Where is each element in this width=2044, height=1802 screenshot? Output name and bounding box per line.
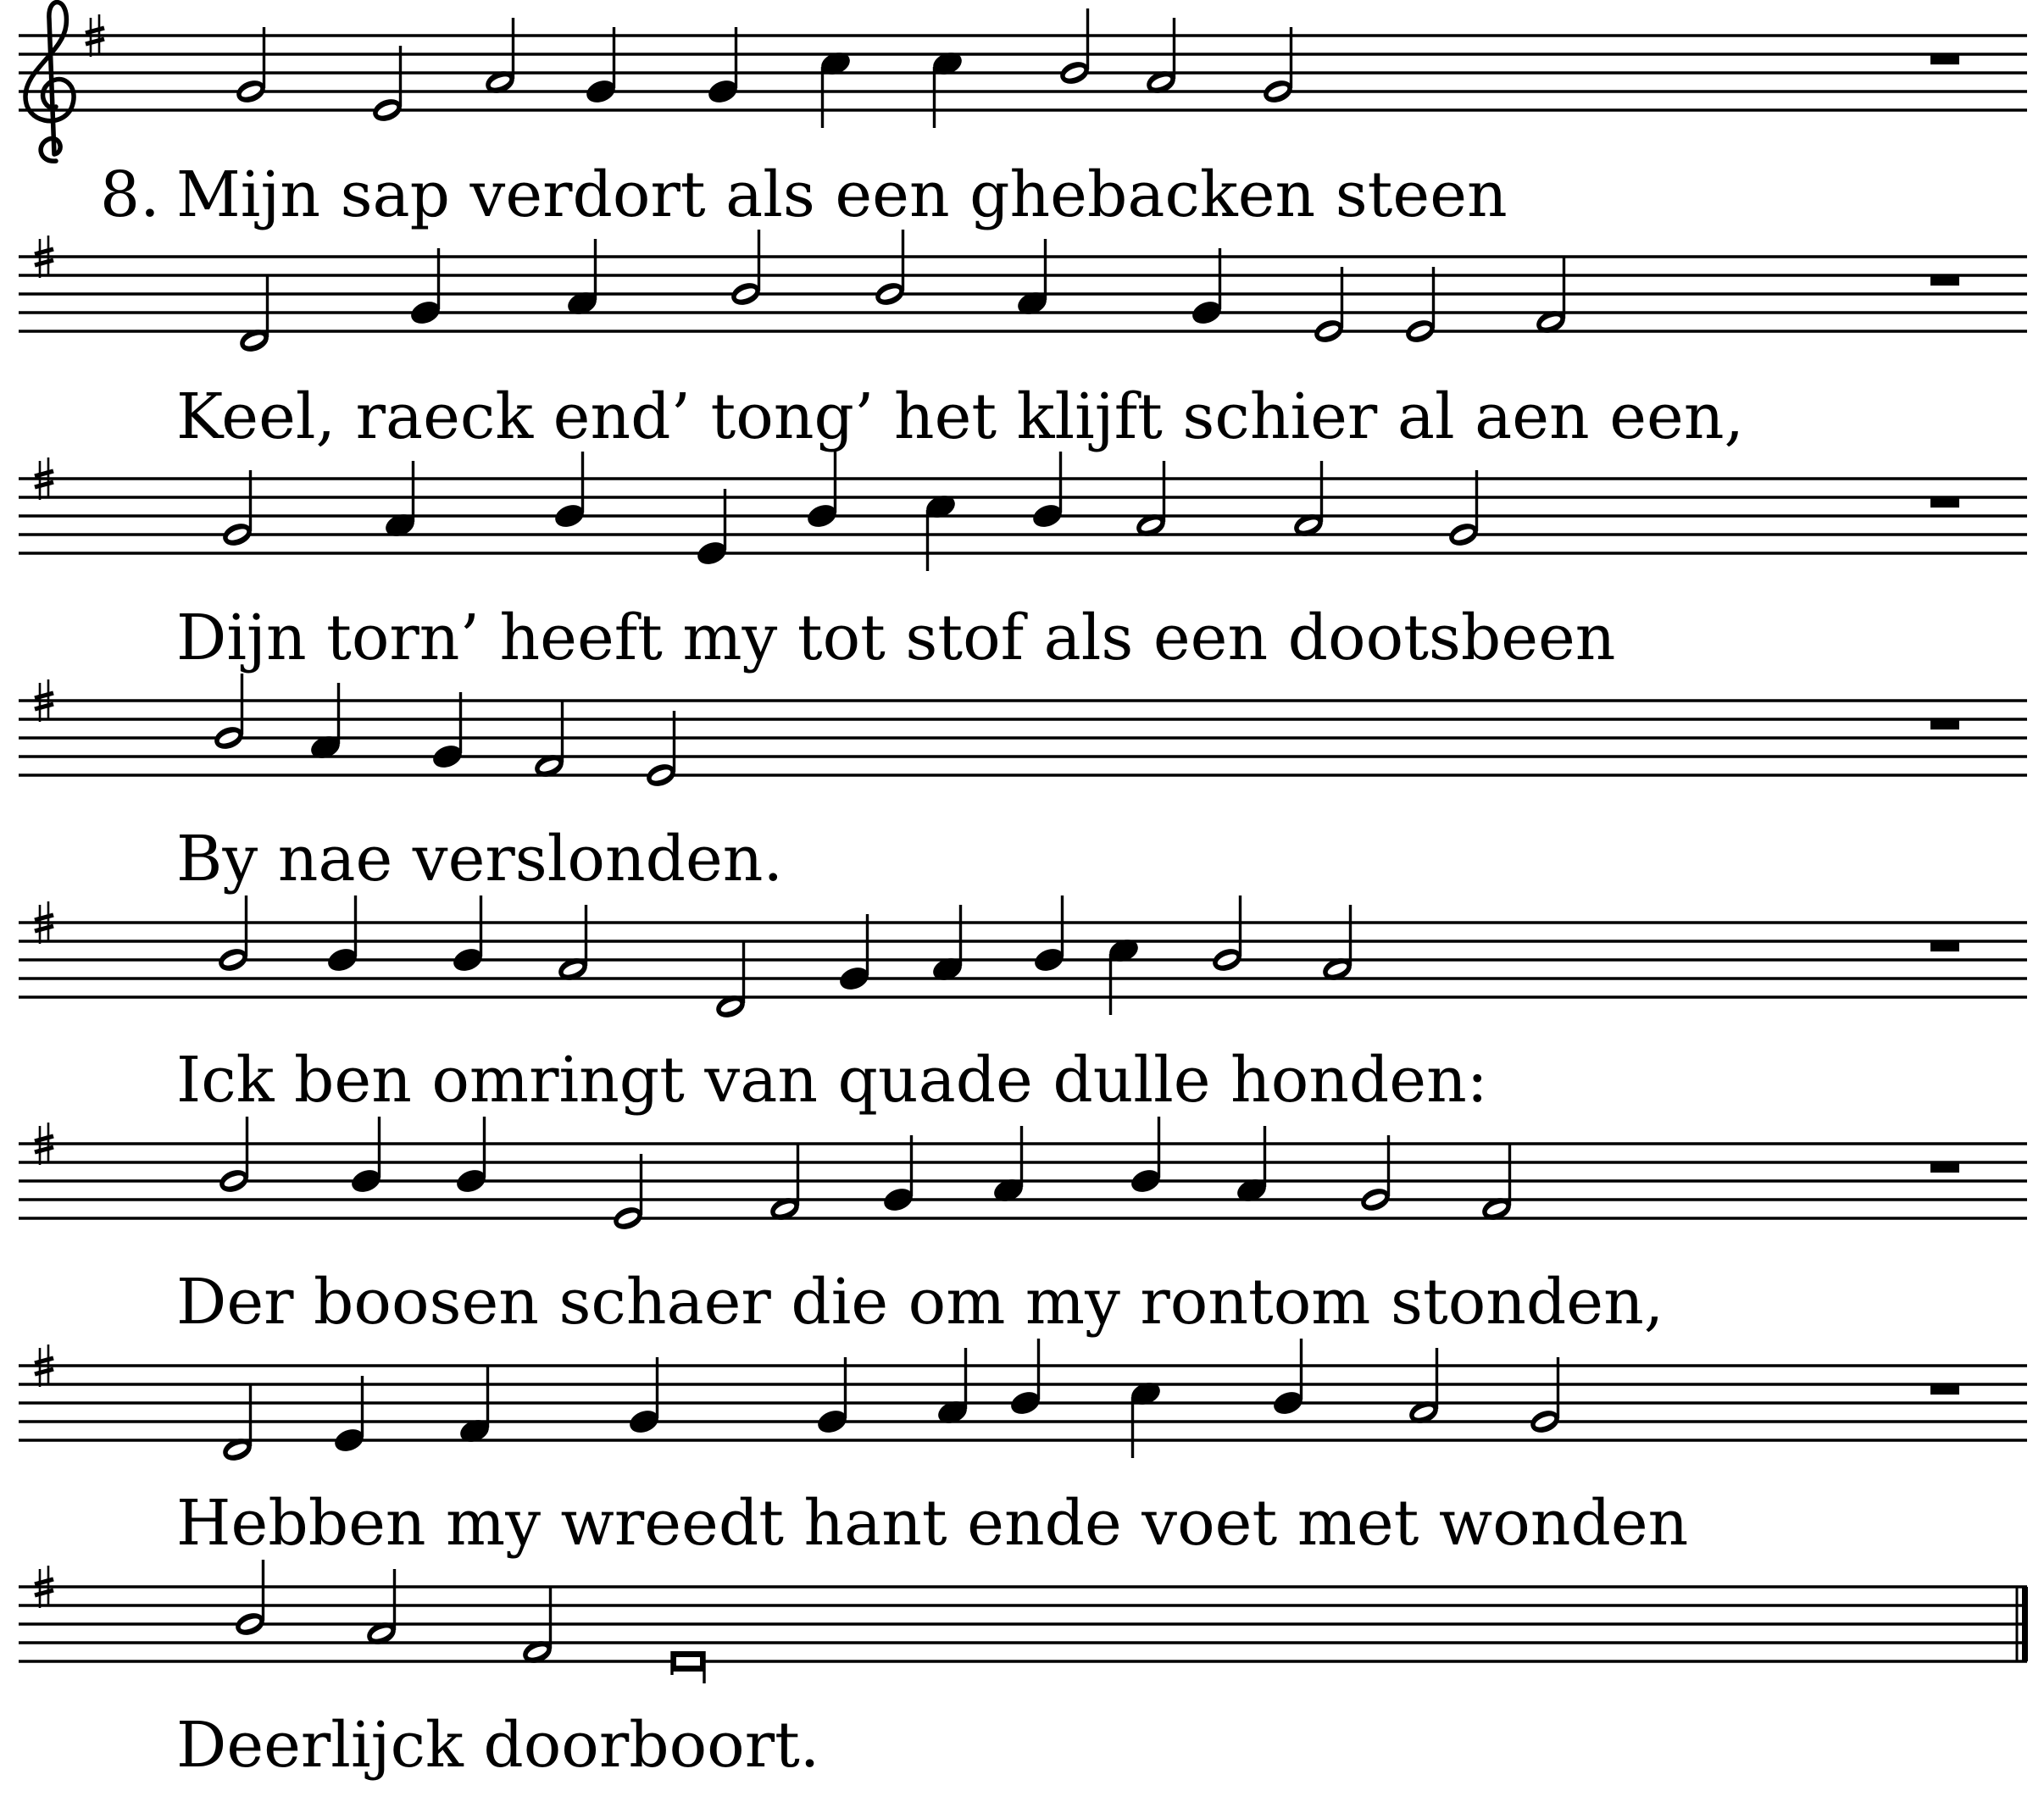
note bbox=[804, 452, 839, 531]
note bbox=[552, 452, 586, 531]
note bbox=[935, 1348, 969, 1428]
note bbox=[382, 461, 417, 541]
note bbox=[233, 27, 268, 107]
rest-icon bbox=[1930, 1384, 1959, 1394]
note bbox=[583, 27, 618, 107]
note bbox=[1030, 452, 1064, 531]
note bbox=[1189, 248, 1224, 328]
note bbox=[348, 1117, 383, 1196]
note bbox=[216, 1117, 251, 1196]
lyric-line: Hebben my wreedt hant ende voet met wonden bbox=[176, 1487, 1689, 1560]
note bbox=[818, 48, 853, 128]
note bbox=[694, 489, 729, 568]
note bbox=[626, 1357, 661, 1437]
staff-system bbox=[19, 895, 2027, 1117]
note bbox=[1031, 895, 1066, 975]
staff-system bbox=[19, 1560, 2028, 1782]
rest-icon bbox=[1930, 275, 1959, 286]
staff-system bbox=[19, 1339, 2027, 1560]
note bbox=[408, 248, 442, 328]
lyric-line: Dijn torn’ heeft my tot stof als een dootsbeen bbox=[176, 602, 1616, 674]
note bbox=[564, 239, 599, 319]
final-barline-thick bbox=[2022, 1587, 2028, 1661]
rest-icon bbox=[1930, 1162, 1959, 1173]
note bbox=[308, 683, 342, 762]
treble-clef-icon bbox=[25, 3, 74, 162]
note bbox=[325, 895, 359, 975]
note bbox=[219, 470, 254, 550]
note bbox=[531, 701, 566, 781]
note bbox=[1014, 239, 1049, 319]
note bbox=[991, 1126, 1025, 1206]
note bbox=[610, 1154, 645, 1234]
note bbox=[713, 942, 747, 1022]
note bbox=[211, 674, 246, 753]
staff-system bbox=[19, 452, 2027, 674]
rest-icon bbox=[1930, 497, 1959, 507]
note bbox=[1106, 935, 1141, 1015]
note bbox=[453, 1117, 488, 1196]
lyric-line: Deerlijck doorboort. bbox=[176, 1709, 820, 1782]
note bbox=[728, 230, 763, 309]
note bbox=[555, 905, 590, 984]
note bbox=[1479, 1145, 1514, 1224]
note bbox=[450, 895, 485, 975]
verse-number: 8. bbox=[100, 158, 160, 231]
note bbox=[219, 1385, 254, 1465]
lyric-line: Keel, raeck end’ tong’ het klijft schier al aen een, bbox=[176, 380, 1744, 453]
note bbox=[236, 276, 271, 356]
lyric-line: Ick ben omringt van quade dulle honden: bbox=[176, 1044, 1488, 1117]
note bbox=[1402, 267, 1437, 347]
staff-system bbox=[19, 1117, 2027, 1339]
note bbox=[671, 1651, 705, 1683]
note bbox=[364, 1569, 398, 1649]
rest-icon bbox=[1930, 719, 1959, 729]
note bbox=[1319, 905, 1354, 984]
note bbox=[1406, 1348, 1441, 1428]
note bbox=[1311, 267, 1346, 347]
note bbox=[232, 1560, 267, 1639]
note bbox=[482, 18, 517, 97]
note bbox=[369, 46, 404, 125]
note bbox=[643, 711, 678, 790]
note bbox=[767, 1145, 802, 1224]
rest-icon bbox=[1930, 54, 1959, 64]
note bbox=[1057, 8, 1091, 88]
staff-system bbox=[19, 230, 2027, 453]
note bbox=[1128, 1378, 1163, 1458]
note bbox=[1128, 1117, 1163, 1196]
note bbox=[923, 491, 958, 571]
note bbox=[880, 1135, 915, 1215]
note bbox=[331, 1376, 366, 1455]
note bbox=[215, 895, 250, 975]
note bbox=[1008, 1339, 1042, 1418]
note bbox=[1527, 1357, 1562, 1437]
staff-system bbox=[19, 674, 2027, 895]
note bbox=[1133, 461, 1168, 541]
note bbox=[1358, 1135, 1392, 1215]
note bbox=[1270, 1339, 1305, 1418]
note bbox=[519, 1588, 554, 1667]
note bbox=[705, 27, 740, 107]
note bbox=[1143, 18, 1178, 97]
note bbox=[1234, 1126, 1269, 1206]
note bbox=[836, 914, 871, 994]
rest-icon bbox=[1930, 941, 1959, 951]
note bbox=[430, 692, 464, 772]
note bbox=[1446, 470, 1480, 550]
note bbox=[814, 1357, 849, 1437]
note bbox=[457, 1367, 492, 1446]
note bbox=[1260, 27, 1295, 107]
staff-system bbox=[19, 3, 2027, 231]
lyric-line: Mijn sap verdort als een ghebacken steen bbox=[176, 158, 1508, 231]
lyric-line: By nae verslonden. bbox=[176, 823, 783, 895]
note bbox=[1533, 258, 1568, 337]
note bbox=[930, 905, 964, 984]
note bbox=[1291, 461, 1325, 541]
note bbox=[1209, 895, 1244, 975]
note bbox=[872, 230, 907, 309]
lyric-line: Der boosen schaer die om my rontom stonden, bbox=[176, 1266, 1664, 1339]
note bbox=[930, 48, 964, 128]
